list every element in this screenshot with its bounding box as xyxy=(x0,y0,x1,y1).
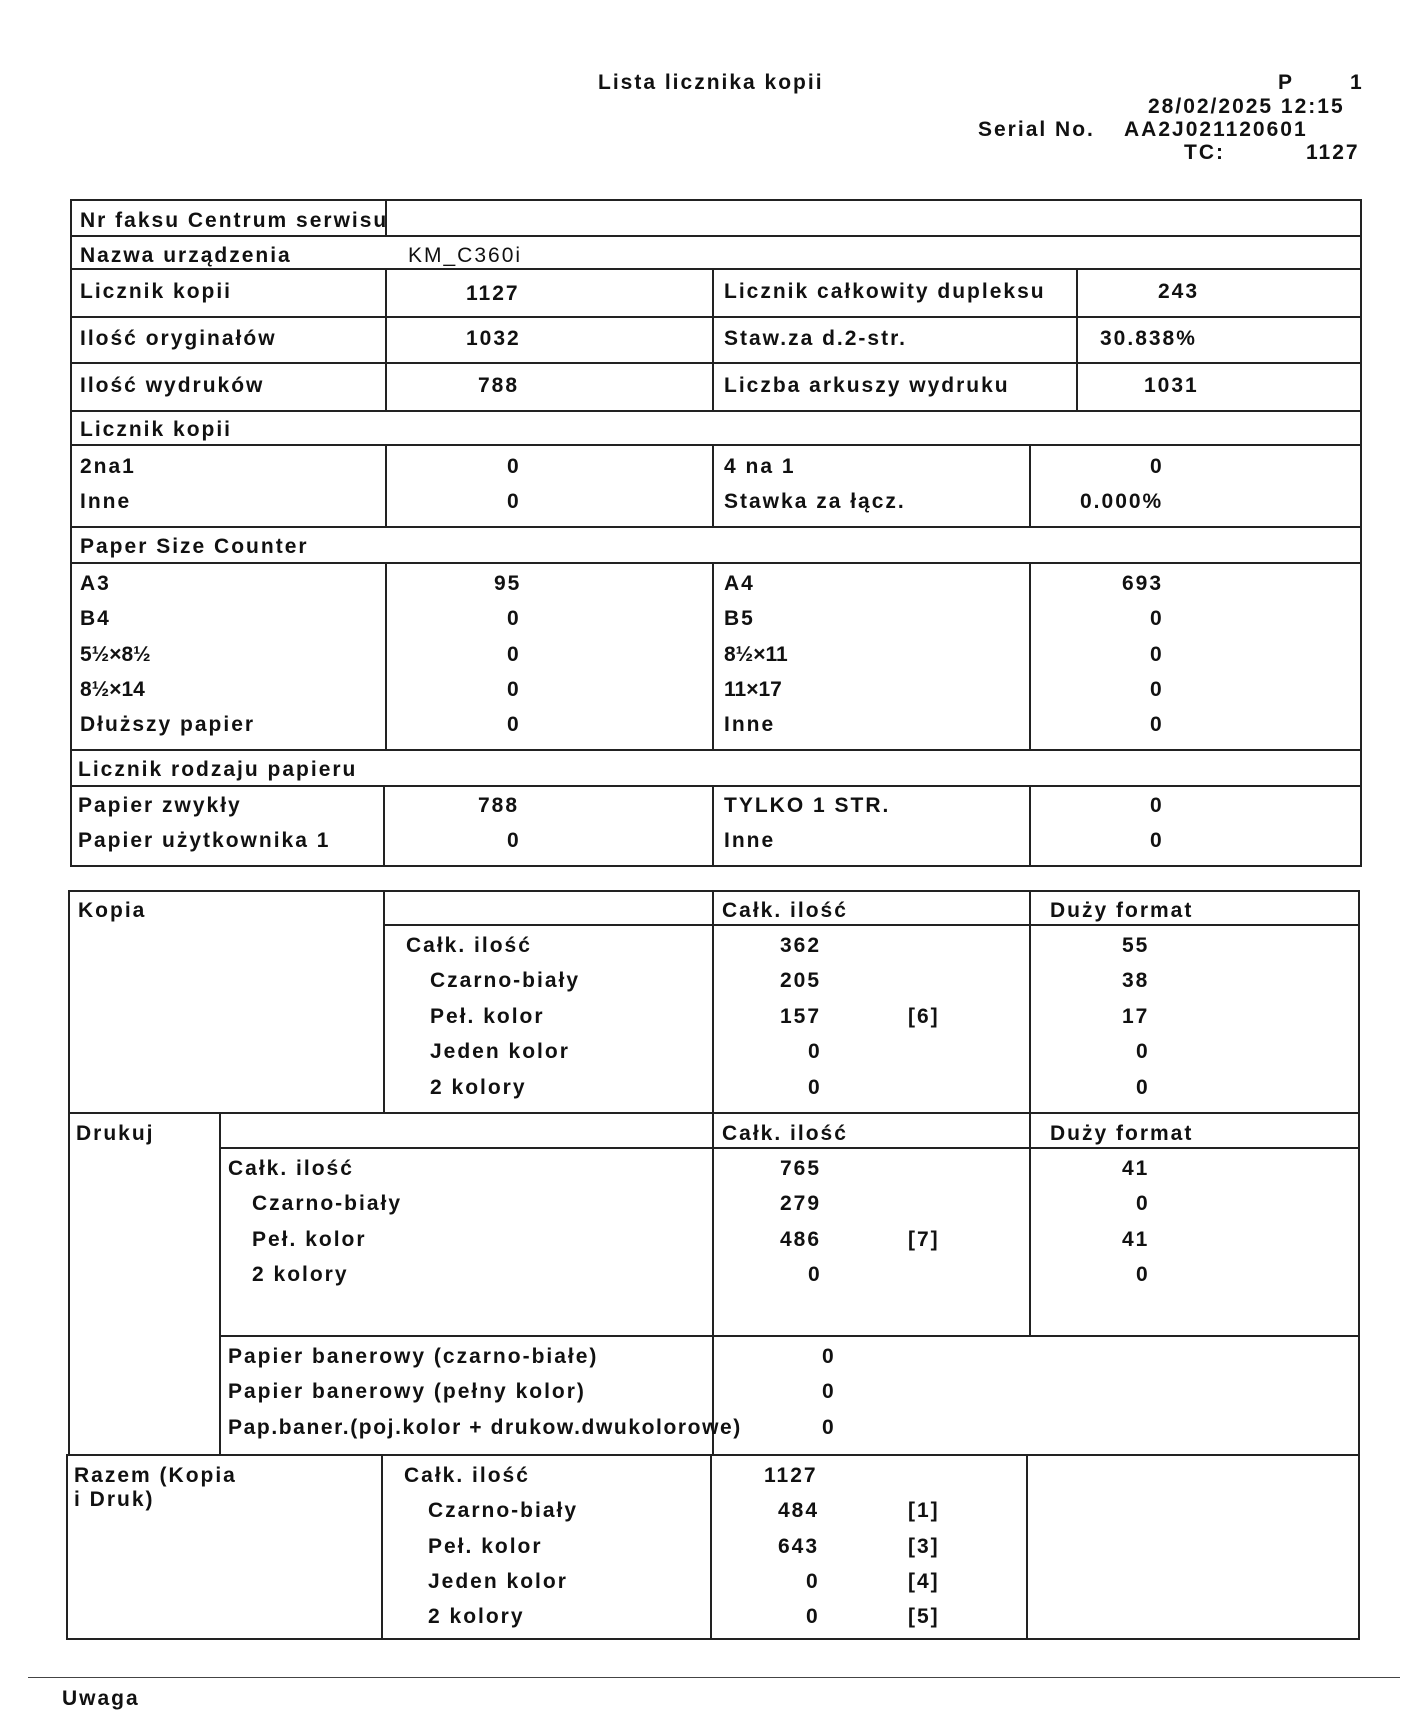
drukuj-row-label: 2 kolory xyxy=(252,1263,349,1286)
razem-row-total: 1127 xyxy=(764,1464,818,1487)
page-label: P xyxy=(1278,71,1295,94)
duplex-rate-label: Staw.za d.2-str. xyxy=(724,327,907,350)
kopia-row-large: 55 xyxy=(1122,934,1150,957)
paper-type-value: 788 xyxy=(478,794,520,817)
fax-label: Nr faksu Centrum serwisu xyxy=(80,209,389,232)
copy-row-value: 0 xyxy=(507,490,521,513)
copy-row-label: 2na1 xyxy=(80,455,136,478)
paper-size-label: Inne xyxy=(724,713,776,736)
kopia-row-label: 2 kolory xyxy=(430,1076,527,1099)
copy-row-label: Stawka za łącz. xyxy=(724,490,906,513)
banner-value: 0 xyxy=(822,1345,836,1368)
razem-row-total: 0 xyxy=(806,1570,820,1593)
drukuj-row-large: 41 xyxy=(1122,1157,1150,1180)
sheets-value: 1031 xyxy=(1144,374,1199,397)
drukuj-row-label: Czarno-biały xyxy=(252,1192,403,1215)
razem-row-label: Całk. ilość xyxy=(404,1464,530,1487)
razem-title-2: i Druk) xyxy=(74,1488,155,1511)
copy-section-title: Licznik kopii xyxy=(80,418,233,441)
paper-size-label: B4 xyxy=(80,607,111,630)
razem-row-label: 2 kolory xyxy=(428,1605,525,1628)
tc-label: TC: xyxy=(1184,141,1225,164)
razem-row-label: Jeden kolor xyxy=(428,1570,568,1593)
serial-value: AA2J021120601 xyxy=(1124,118,1308,141)
drukuj-row-label: Całk. ilość xyxy=(228,1157,354,1180)
originals-label: Ilość oryginałów xyxy=(80,327,277,350)
copy-row-value: 0 xyxy=(507,455,521,478)
kopia-row-label: Jeden kolor xyxy=(430,1040,570,1063)
duplex-rate-value: 30.838% xyxy=(1100,327,1197,350)
paper-type-value: 0 xyxy=(1150,829,1164,852)
paper-size-title: Paper Size Counter xyxy=(80,535,309,558)
note-label: Uwaga xyxy=(62,1687,140,1710)
paper-size-label: 5½×8½ xyxy=(80,643,151,666)
drukuj-row-total: 279 xyxy=(780,1192,822,1215)
drukuj-row-large: 0 xyxy=(1136,1263,1150,1286)
paper-type-value: 0 xyxy=(1150,794,1164,817)
drukuj-row-ref: [7] xyxy=(908,1228,940,1251)
razem-row-total: 0 xyxy=(806,1605,820,1628)
banner-label: Papier banerowy (pełny kolor) xyxy=(228,1380,586,1403)
kopia-row-total: 362 xyxy=(780,934,822,957)
paper-size-value: 0 xyxy=(507,607,521,630)
copy-counter-label: Licznik kopii xyxy=(80,280,233,303)
kopia-col-total: Całk. ilość xyxy=(722,899,848,922)
prints-value: 788 xyxy=(478,374,520,397)
paper-size-label: A3 xyxy=(80,572,111,595)
kopia-row-label: Całk. ilość xyxy=(406,934,532,957)
kopia-row-total: 0 xyxy=(808,1040,822,1063)
drukuj-row-total: 0 xyxy=(808,1263,822,1286)
page-title: Lista licznika kopii xyxy=(598,71,824,94)
banner-label: Pap.baner.(poj.kolor + drukow.dwukolorowe) xyxy=(228,1416,742,1439)
copy-row-label: 4 na 1 xyxy=(724,455,796,478)
kopia-row-label: Czarno-biały xyxy=(430,969,581,992)
copy-counter-value: 1127 xyxy=(466,282,520,305)
razem-row-ref: [4] xyxy=(908,1570,940,1593)
device-label: Nazwa urządzenia xyxy=(80,244,292,267)
banner-value: 0 xyxy=(822,1380,836,1403)
paper-size-value: 0 xyxy=(1150,678,1164,701)
paper-size-value: 693 xyxy=(1122,572,1164,595)
kopia-row-total: 0 xyxy=(808,1076,822,1099)
kopia-row-large: 0 xyxy=(1136,1040,1150,1063)
razem-row-label: Czarno-biały xyxy=(428,1499,579,1522)
paper-size-value: 0 xyxy=(1150,607,1164,630)
paper-type-title: Licznik rodzaju papieru xyxy=(78,758,358,781)
tc-value: 1127 xyxy=(1306,141,1360,164)
device-value: KM_C360i xyxy=(408,244,523,267)
copy-row-value: 0 xyxy=(1150,455,1164,478)
paper-size-label: 8½×11 xyxy=(724,643,788,666)
drukuj-title: Drukuj xyxy=(76,1122,155,1145)
paper-size-label: B5 xyxy=(724,607,755,630)
duplex-value: 243 xyxy=(1158,280,1200,303)
banner-value: 0 xyxy=(822,1416,836,1439)
paper-type-value: 0 xyxy=(507,829,521,852)
kopia-row-total: 205 xyxy=(780,969,822,992)
drukuj-row-total: 765 xyxy=(780,1157,822,1180)
duplex-label: Licznik całkowity dupleksu xyxy=(724,280,1046,303)
paper-type-label: Papier użytkownika 1 xyxy=(78,829,331,852)
paper-size-value: 0 xyxy=(1150,643,1164,666)
sheets-label: Liczba arkuszy wydruku xyxy=(724,374,1010,397)
paper-size-label: 8½×14 xyxy=(80,678,145,701)
kopia-col-large: Duży format xyxy=(1050,899,1194,922)
razem-row-ref: [5] xyxy=(908,1605,940,1628)
paper-size-value: 0 xyxy=(507,643,521,666)
kopia-row-large: 17 xyxy=(1122,1005,1150,1028)
paper-type-label: TYLKO 1 STR. xyxy=(724,794,891,817)
drukuj-row-large: 0 xyxy=(1136,1192,1150,1215)
paper-size-label: 11×17 xyxy=(724,678,782,701)
print-datetime: 28/02/2025 12:15 xyxy=(1148,95,1345,118)
paper-size-value: 0 xyxy=(507,678,521,701)
originals-value: 1032 xyxy=(466,327,521,350)
kopia-row-large: 38 xyxy=(1122,969,1150,992)
paper-type-label: Papier zwykły xyxy=(78,794,242,817)
footer-divider xyxy=(28,1677,1400,1678)
kopia-row-label: Peł. kolor xyxy=(430,1005,545,1028)
kopia-row-large: 0 xyxy=(1136,1076,1150,1099)
kopia-title: Kopia xyxy=(78,899,147,922)
drukuj-row-total: 486 xyxy=(780,1228,822,1251)
drukuj-row-large: 41 xyxy=(1122,1228,1150,1251)
paper-size-value: 0 xyxy=(507,713,521,736)
paper-size-label: Dłuższy papier xyxy=(80,713,256,736)
banner-label: Papier banerowy (czarno-białe) xyxy=(228,1345,599,1368)
razem-row-total: 484 xyxy=(778,1499,820,1522)
drukuj-col-total: Całk. ilość xyxy=(722,1122,848,1145)
paper-size-label: A4 xyxy=(724,572,755,595)
drukuj-col-large: Duży format xyxy=(1050,1122,1194,1145)
kopia-row-total: 157 xyxy=(780,1005,822,1028)
drukuj-row-label: Peł. kolor xyxy=(252,1228,367,1251)
razem-row-ref: [3] xyxy=(908,1535,940,1558)
paper-size-value: 95 xyxy=(494,572,522,595)
razem-row-total: 643 xyxy=(778,1535,820,1558)
razem-title: Razem (Kopia xyxy=(74,1464,237,1487)
page-number: 1 xyxy=(1350,71,1364,94)
copy-row-label: Inne xyxy=(80,490,132,513)
copy-row-value: 0.000% xyxy=(1080,490,1164,513)
paper-type-label: Inne xyxy=(724,829,776,852)
paper-size-value: 0 xyxy=(1150,713,1164,736)
razem-row-ref: [1] xyxy=(908,1499,940,1522)
prints-label: Ilość wydruków xyxy=(80,374,265,397)
serial-label: Serial No. xyxy=(978,118,1095,141)
razem-row-label: Peł. kolor xyxy=(428,1535,543,1558)
kopia-row-ref: [6] xyxy=(908,1005,940,1028)
